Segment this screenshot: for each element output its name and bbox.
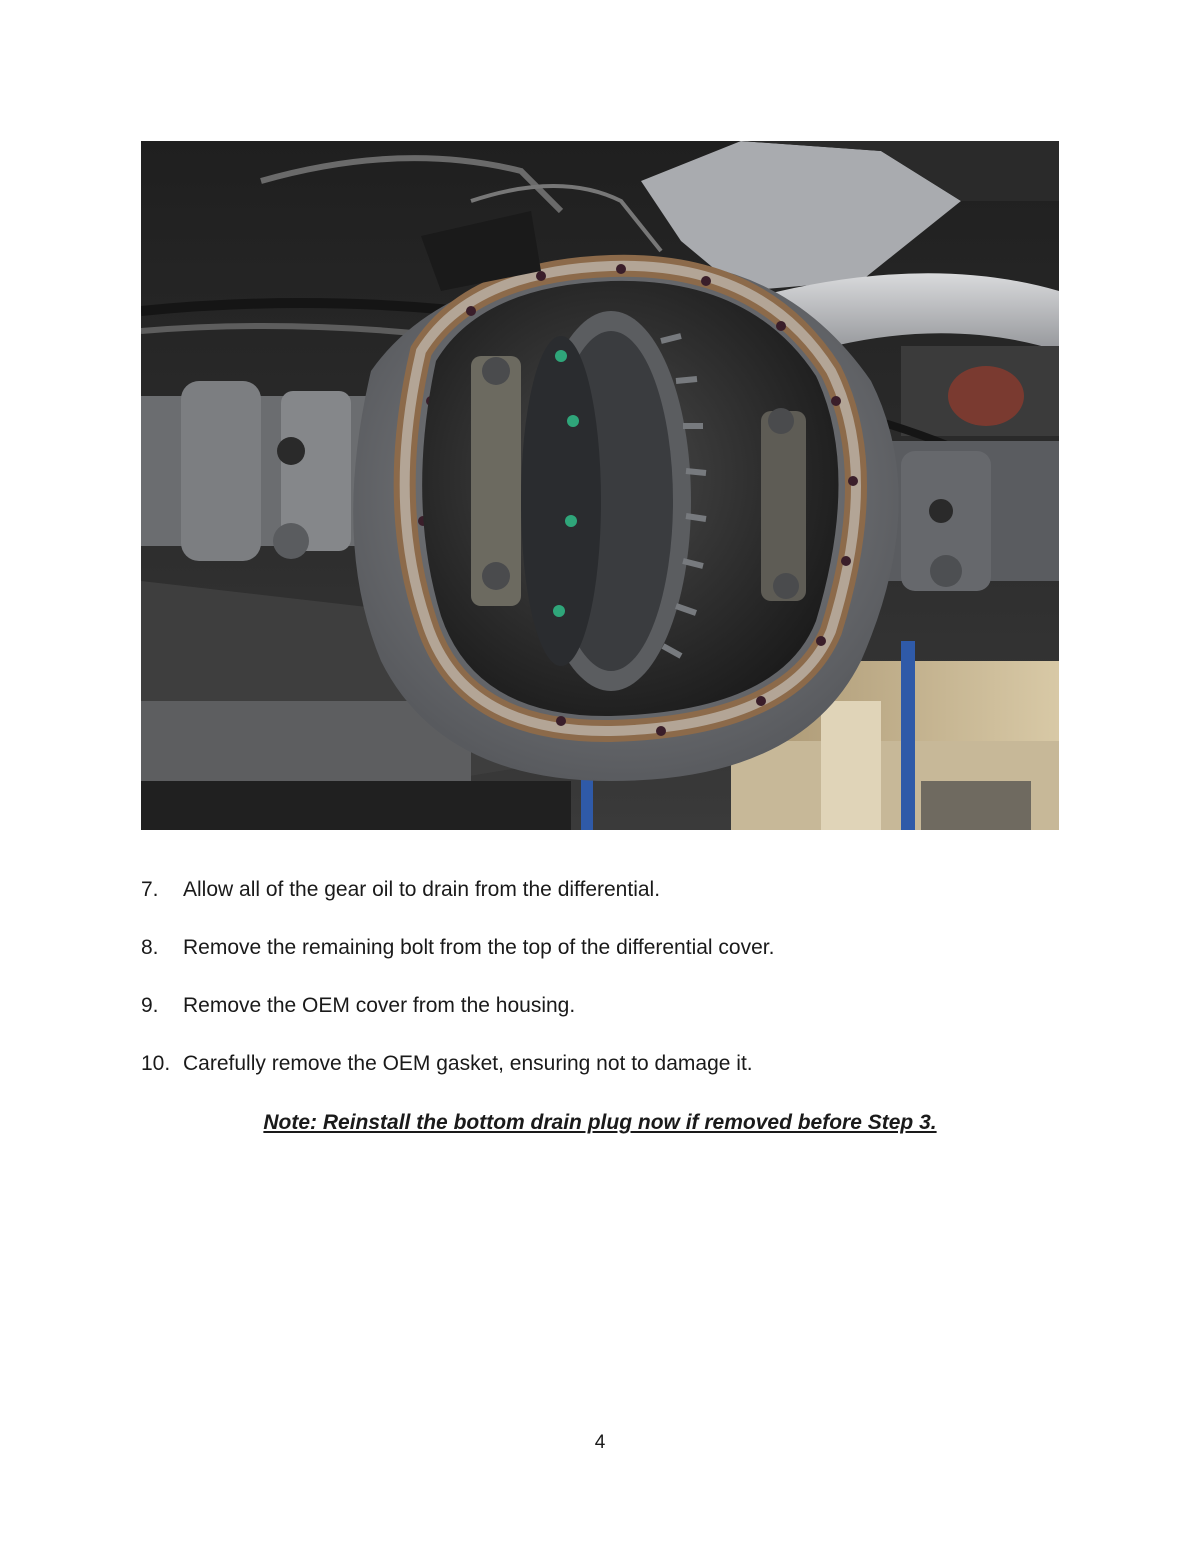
- step-item: [141, 872, 1059, 930]
- step-item: [141, 1046, 1059, 1104]
- step-item: [141, 988, 1059, 1046]
- reinstall-note: Note: Reinstall the bottom drain plug now if removed before Step 3.: [263, 1111, 937, 1134]
- step-number: 8.: [141, 936, 159, 959]
- instruction-steps: [141, 872, 1059, 1104]
- differential-photo: [141, 141, 1059, 830]
- step-number: 10.: [141, 1052, 171, 1075]
- step-number: 9.: [141, 994, 159, 1017]
- page-number: 4: [594, 1432, 606, 1453]
- step-text: Remove the OEM cover from the housing.: [183, 994, 576, 1017]
- step-item: [141, 930, 1059, 988]
- step-text: Allow all of the gear oil to drain from the differential.: [183, 878, 661, 901]
- step-number: 7.: [141, 878, 159, 901]
- step-text: Remove the remaining bolt from the top of the differential cover.: [183, 936, 775, 959]
- step-text: Carefully remove the OEM gasket, ensuring not to damage it.: [183, 1052, 753, 1075]
